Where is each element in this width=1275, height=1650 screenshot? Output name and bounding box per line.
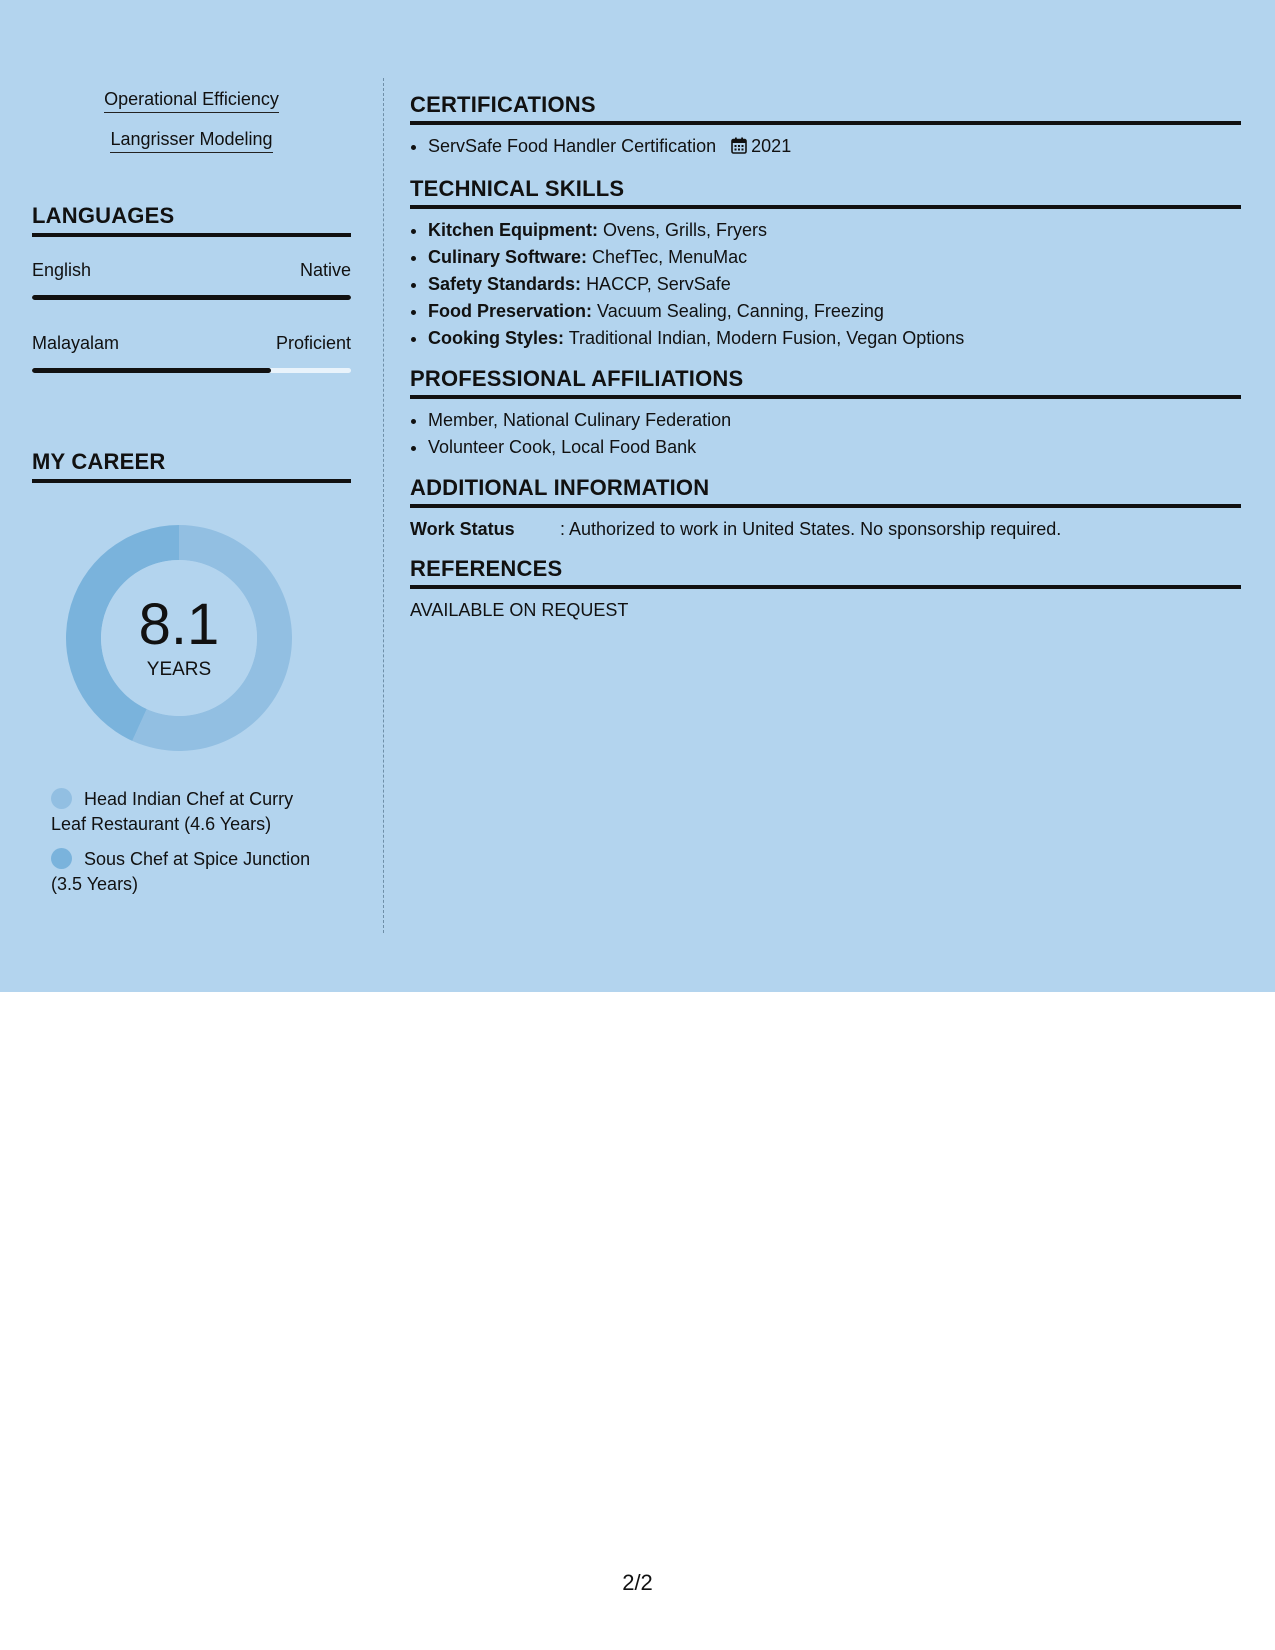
career-legend-item xyxy=(51,847,331,897)
career-legend-item xyxy=(51,787,331,837)
additional-info-heading: ADDITIONAL INFORMATION xyxy=(410,475,1241,508)
certifications-section xyxy=(410,92,1241,162)
language-bar xyxy=(32,368,351,373)
certification-year: 2021 xyxy=(751,136,792,156)
skill-label: Safety Standards: xyxy=(428,274,582,294)
affiliation-item: • Member, National Culinary Federation xyxy=(428,407,1241,434)
work-status-row xyxy=(410,516,1241,542)
language-item xyxy=(32,332,351,373)
languages-section xyxy=(32,203,351,373)
language-item xyxy=(32,259,351,300)
technical-skills-heading: TECHNICAL SKILLS xyxy=(410,176,1241,209)
skill-value: Ovens, Grills, Fryers xyxy=(603,220,768,240)
legend-dot-icon xyxy=(51,788,72,809)
language-level: Native xyxy=(299,260,351,280)
skill-value: HACCP, ServSafe xyxy=(586,274,731,294)
career-section xyxy=(32,449,351,897)
technical-skill-item xyxy=(428,217,1241,244)
additional-info-section xyxy=(410,475,1241,542)
career-heading: MY CAREER xyxy=(32,449,351,483)
affiliation-item: • Volunteer Cook, Local Food Bank xyxy=(428,434,1241,461)
career-legend-label: Sous Chef at Spice Junction (3.5 Years) xyxy=(51,849,311,894)
technical-skill-item xyxy=(428,244,1241,271)
skill-link[interactable]: Langrisser Modeling xyxy=(110,128,272,153)
career-total-value: 8.1 xyxy=(138,592,220,657)
skill-label: Cooking Styles: xyxy=(428,328,565,348)
language-name: Malayalam xyxy=(32,333,120,353)
page-number: 2/2 xyxy=(622,1570,653,1595)
career-legend xyxy=(51,787,331,897)
technical-skill-item xyxy=(428,325,1241,352)
sidebar xyxy=(32,80,351,907)
references-section xyxy=(410,556,1241,623)
skill-label: Food Preservation: xyxy=(428,301,593,321)
languages-heading: LANGUAGES xyxy=(32,203,351,237)
affiliations-section xyxy=(410,366,1241,461)
references-text: AVAILABLE ON REQUEST xyxy=(410,600,629,620)
language-level: Proficient xyxy=(275,333,351,353)
certifications-heading: CERTIFICATIONS xyxy=(410,92,1241,125)
technical-skill-item xyxy=(428,298,1241,325)
language-name: English xyxy=(32,260,92,280)
work-status-label: Work Status xyxy=(410,519,515,539)
career-donut xyxy=(66,525,292,751)
legend-dot-icon xyxy=(51,848,72,869)
skill-value: Traditional Indian, Modern Fusion, Vegan Options xyxy=(568,328,965,348)
language-bar xyxy=(32,295,351,300)
work-status-value: : Authorized to work in United States. No sponsorship required. xyxy=(560,519,1062,539)
column-divider xyxy=(383,78,384,933)
language-bar-fill xyxy=(32,295,351,300)
affiliations-heading: PROFESSIONAL AFFILIATIONS xyxy=(410,366,1241,399)
language-bar-fill xyxy=(32,368,271,373)
skill-label: Culinary Software: xyxy=(428,247,588,267)
skill-link[interactable]: Operational Efficiency xyxy=(104,88,279,113)
calendar-icon xyxy=(731,135,747,162)
certification-item xyxy=(428,133,1241,162)
skill-label: Kitchen Equipment: xyxy=(428,220,598,240)
skill-value: ChefTec, MenuMac xyxy=(592,247,748,267)
career-total-unit: YEARS xyxy=(146,659,212,680)
skill-value: Vacuum Sealing, Canning, Freezing xyxy=(597,301,884,321)
technical-skills-section xyxy=(410,176,1241,352)
certification-name: ServSafe Food Handler Certification xyxy=(428,136,717,156)
skill-links xyxy=(32,88,351,153)
main-content xyxy=(410,92,1241,637)
technical-skill-item xyxy=(428,271,1241,298)
references-heading: REFERENCES xyxy=(410,556,1241,589)
career-legend-label: Head Indian Chef at Curry Leaf Restaurant (4.6 Years) xyxy=(51,789,294,834)
